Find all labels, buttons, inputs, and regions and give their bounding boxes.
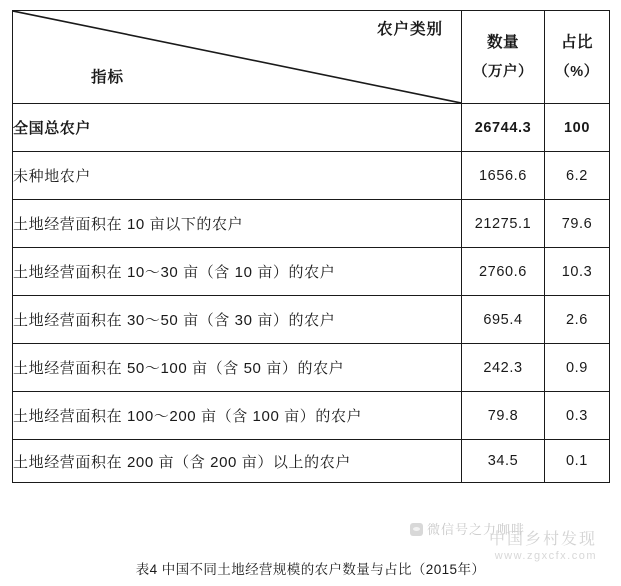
- row-count: 1656.6: [462, 152, 545, 200]
- index-header-label: 指标: [91, 69, 125, 86]
- wechat-icon: [410, 523, 423, 536]
- brand-watermark-name: 中国乡村发现: [488, 531, 597, 549]
- row-share: 10.3: [545, 248, 610, 296]
- row-label: 土地经营面积在 50～100 亩（含 50 亩）的农户: [13, 344, 462, 392]
- row-label: 土地经营面积在 100～200 亩（含 100 亩）的农户: [13, 392, 462, 440]
- table-row: [13, 440, 610, 483]
- column-header-count-label: 数量: [486, 33, 519, 51]
- column-header-count-unit: （万户）: [473, 63, 533, 80]
- row-count: 695.4: [462, 296, 545, 344]
- wechat-watermark: [410, 519, 525, 538]
- row-label: 未种地农户: [13, 152, 462, 200]
- column-header-share: [545, 11, 610, 104]
- row-share: 6.2: [545, 152, 610, 200]
- table-row: [13, 200, 610, 248]
- category-header-label: 农户类别: [376, 21, 443, 38]
- row-share: 0.9: [545, 344, 610, 392]
- table-row: [13, 248, 610, 296]
- table-row: [13, 152, 610, 200]
- farm-household-scale-table: [12, 10, 610, 483]
- row-count: 242.3: [462, 344, 545, 392]
- row-count: 79.8: [462, 392, 545, 440]
- row-count: 2760.6: [462, 248, 545, 296]
- row-label: 土地经营面积在 10～30 亩（含 10 亩）的农户: [13, 248, 462, 296]
- row-share: 100: [545, 104, 610, 152]
- row-label: 土地经营面积在 10 亩以下的农户: [13, 200, 462, 248]
- row-share: 0.3: [545, 392, 610, 440]
- table-row: [13, 296, 610, 344]
- table-caption: 表4 中国不同土地经营规模的农户数量与占比（2015年）: [135, 562, 486, 577]
- row-count: 26744.3: [462, 104, 545, 152]
- brand-watermark-url: www.zgxcfx.com: [494, 550, 597, 563]
- table-row: [13, 104, 610, 152]
- row-label: 土地经营面积在 200 亩（含 200 亩）以上的农户: [13, 440, 462, 483]
- table-header: [13, 11, 610, 104]
- wechat-watermark-text: 微信号之力咖啡: [426, 522, 525, 537]
- row-count: 34.5: [462, 440, 545, 483]
- row-share: 79.6: [545, 200, 610, 248]
- row-label: 土地经营面积在 30～50 亩（含 30 亩）的农户: [13, 296, 462, 344]
- table-corner-cell: [13, 11, 462, 104]
- column-header-share-unit: （%）: [555, 63, 599, 80]
- table-body: [13, 104, 610, 483]
- row-label: 全国总农户: [13, 104, 462, 152]
- column-header-count: [462, 11, 545, 104]
- table-row: [13, 344, 610, 392]
- table-row: [13, 392, 610, 440]
- row-count: 21275.1: [462, 200, 545, 248]
- row-share: 0.1: [545, 440, 610, 483]
- column-header-share-label: 占比: [560, 33, 593, 51]
- row-share: 2.6: [545, 296, 610, 344]
